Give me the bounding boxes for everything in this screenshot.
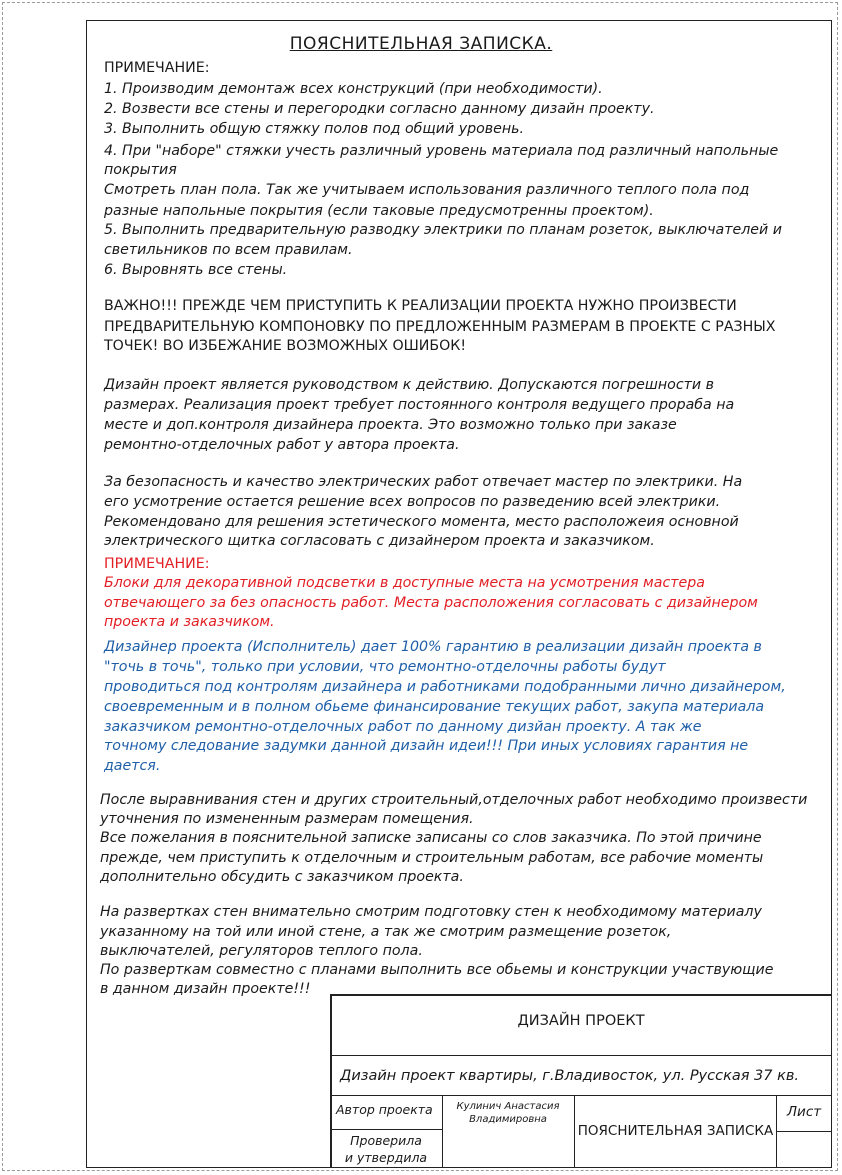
red-note-line: Блоки для декоративной подсветки в доступные места на усмотрения мастера <box>104 575 705 591</box>
paragraph-line: месте и доп.контроля дизайнера проекта. Это возможно только при заказе <box>104 417 677 433</box>
guarantee-line: своевременным и в полном обьеме финансирование текущих работ, закупа материала <box>104 699 765 715</box>
list-item: 5. Выполнить предварительную разводку электрики по планам розеток, выключателей и <box>104 222 782 238</box>
paragraph-line: в данном дизайн проекте!!! <box>100 981 311 997</box>
list-item: светильников по всем правилам. <box>104 242 353 258</box>
paragraph-line: дополнительно обсудить с заказчиком проекта. <box>100 869 464 885</box>
paragraph-line: электрического щитка согласовать с дизайнером проекта и заказчиком. <box>104 533 655 549</box>
paragraph-line: прежде, чем приступить к отделочным и строительным работам, все рабочие моменты <box>100 850 764 866</box>
title-block-row-line <box>776 1131 832 1132</box>
red-note-heading: ПРИМЕЧАНИЕ: <box>104 556 210 572</box>
list-item: 3. Выполнить общую стяжку полов под общий уровень. <box>104 121 525 137</box>
author-label: Автор проекта <box>336 1102 433 1117</box>
paragraph-line: По разверткам совместно с планами выполнить все обьемы и конструкции участвующие <box>100 962 774 978</box>
list-item: 6. Выровнять все стены. <box>104 262 288 278</box>
list-item: Смотреть план пола. Так же учитываем использования различного теплого пола под <box>104 182 750 198</box>
list-item: 4. При "наборе" стяжки учесть различный уровень материала под различный напольные <box>104 143 779 159</box>
guarantee-line: точному следование задумки данной дизайн идеи!!! При иных условиях гарантия не <box>104 738 749 754</box>
list-item: 1. Производим демонтаж всех конструкций (при необходимости). <box>104 81 603 97</box>
guarantee-line: Дизайнер проекта (Исполнитель) дает 100% гарантию в реализации дизайн проекта в <box>104 639 762 655</box>
list-item: 2. Возвести все стены и перегородки согласно данному дизайн проекту. <box>104 101 655 117</box>
paragraph-line: За безопасность и качество электрических работ отвечает мастер по электрики. На <box>104 474 743 490</box>
paragraph-line: выключателей, регуляторов теплого пола. <box>100 943 423 959</box>
list-item: разные напольные покрытия (если таковые предусмотренны проектом). <box>104 203 654 219</box>
paragraph-line: Дизайн проект является руководством к действию. Допускаются погрешности в <box>104 377 714 393</box>
title-block-row-line <box>330 1055 832 1056</box>
paragraph-line: После выравнивания стен и других строительный,отделочных работ необходимо произвести <box>100 792 808 808</box>
guarantee-line: проводиться под контролям дизайнера и работниками подобранными лично дизайнером, <box>104 679 786 695</box>
title-block-row-line <box>330 1095 832 1096</box>
author-name-line-1: Кулинич Анастасия <box>456 1101 560 1112</box>
red-note-line: отвечающего за без опасность работ. Места расположения согласовать с дизайнером <box>104 595 758 611</box>
checked-label-line-1: Проверила <box>350 1133 422 1148</box>
paragraph-line: Все пожелания в пояснительной записке записаны со слов заказчика. По этой причине <box>100 830 762 846</box>
paragraph-line: его усмотрение остается решение всех вопросов по разведению всей электрики. <box>104 494 721 510</box>
project-address: Дизайн проект квартиры, г.Владивосток, ул. Русская 37 кв. <box>340 1068 800 1084</box>
list-item: покрытия <box>104 162 177 178</box>
title-block-header: ДИЗАЙН ПРОЕКТ <box>517 1013 645 1029</box>
red-note-line: проекта и заказчиком. <box>104 614 275 630</box>
important-line: ВАЖНО!!! ПРЕЖДЕ ЧЕМ ПРИСТУПИТЬ К РЕАЛИЗАЦИИ ПРОЕКТА НУЖНО ПРОИЗВЕСТИ <box>104 298 737 314</box>
title-block-row-line <box>330 1129 442 1130</box>
paragraph-line: размерах. Реализация проект требует постоянного контроля ведущего прораба на <box>104 397 735 413</box>
paragraph-line: На развертках стен внимательно смотрим подготовку стен к необходимому материалу <box>100 904 762 920</box>
note-heading: ПРИМЕЧАНИЕ: <box>104 60 210 76</box>
guarantee-line: заказчиком ремонтно-отделочных работ по данному дизйан проекту. А так же <box>104 719 702 735</box>
paragraph-line: уточнения по измененным размерам помещения. <box>100 811 474 827</box>
page-title: ПОЯСНИТЕЛЬНАЯ ЗАПИСКА. <box>289 34 553 54</box>
paragraph-line: указанному на той или иной стене, а так же смотрим размещение розеток, <box>100 924 672 940</box>
important-line: ПРЕДВАРИТЕЛЬНУЮ КОМПОНОВКУ ПО ПРЕДЛОЖЕННЫМ РАЗМЕРАМ В ПРОЕКТЕ С РАЗНЫХ <box>104 319 776 335</box>
sheet-label: Лист <box>786 1104 822 1120</box>
paragraph-line: ремонтно-отделочных работ у автора проекта. <box>104 437 460 453</box>
author-name-line-2: Владимировна <box>469 1114 547 1125</box>
guarantee-line: дается. <box>104 758 161 774</box>
paragraph-line: Рекомендовано для решения эстетического момента, место расположеия основной <box>104 514 739 530</box>
document-name: ПОЯСНИТЕЛЬНАЯ ЗАПИСКА <box>577 1123 774 1139</box>
checked-label-line-2: и утвердила <box>344 1150 428 1165</box>
guarantee-line: "точь в точь", только при условии, что ремонтно-отделочны работы будут <box>104 659 666 675</box>
important-line: ТОЧЕК! ВО ИЗБЕЖАНИЕ ВОЗМОЖНЫХ ОШИБОК! <box>104 338 467 354</box>
title-block-top-line <box>330 994 832 996</box>
